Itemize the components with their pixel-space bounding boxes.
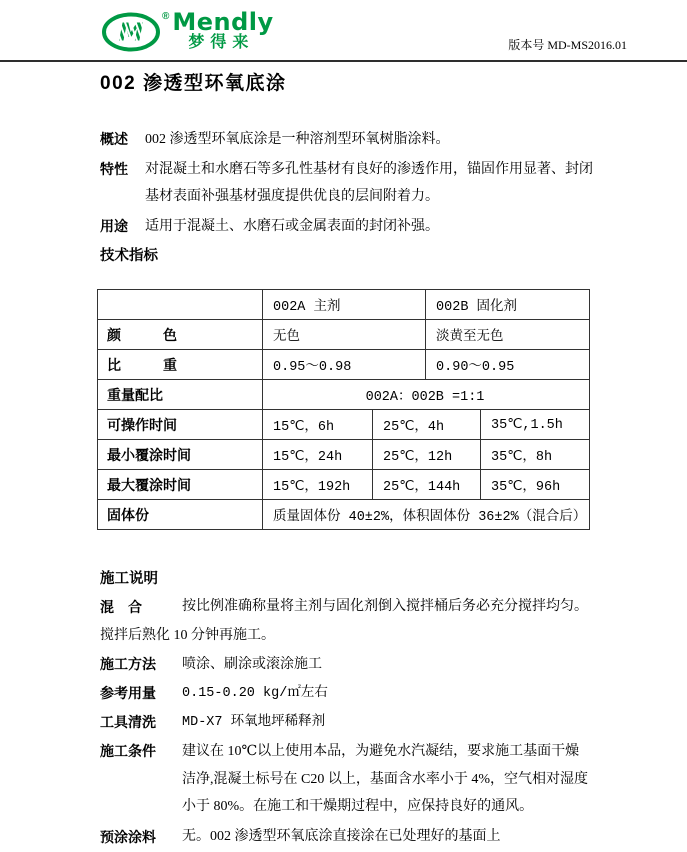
- tool-cleaning-row: [100, 709, 631, 736]
- cell-max-recoat-15c: 15℃，192h: [263, 470, 373, 500]
- conditions-line-2: 洁净,混凝土标号在 C20 以上，基面含水率小于 4%，空气相对湿度: [182, 771, 588, 787]
- features-text-line-1: 对混凝土和水磨石等多孔性基材有良好的渗透作用，锚固作用显著、封闭: [145, 162, 593, 177]
- tech-specs-title: 技术指标: [100, 248, 158, 264]
- conditions-row: [100, 738, 631, 821]
- overview-label: 概述: [100, 131, 128, 147]
- brand-name-cn: 梦得来: [188, 34, 255, 51]
- conditions-text: [182, 738, 631, 821]
- cell-min-recoat-15c: 15℃，24h: [263, 440, 373, 470]
- cell-color-b: 淡黄至无色: [426, 320, 590, 350]
- table-row-specific-gravity: [98, 350, 590, 380]
- cell-solids-label: 固体份: [98, 500, 263, 530]
- usage-text: 适用于混凝土、水磨石或金属表面的封闭补强。: [145, 219, 439, 234]
- cell-gravity-a: 0.95～0.98: [263, 350, 426, 380]
- intro-section: [100, 126, 631, 270]
- dosage-value: 0.15-0.20 kg/㎡左右: [182, 686, 328, 701]
- version-number: 版本号 MD-MS2016.01: [508, 38, 627, 52]
- features-text-line-2: 基材表面补强基材强度提供优良的层间附着力。: [145, 189, 439, 204]
- cell-component-b: 002B 固化剂: [426, 290, 590, 320]
- conditions-line-3: 小于 80%。在施工和干燥期过程中，应保持良好的通风。: [182, 799, 534, 814]
- table-row-min-recoat: [98, 440, 590, 470]
- cell-solids-value: 质量固体份 40±2%，体积固体份 36±2%（混合后）: [263, 500, 590, 530]
- overview-text: 002 渗透型环氧底涂是一种溶剂型环氧树脂涂料。: [145, 132, 450, 147]
- svg-text:M: M: [118, 17, 144, 47]
- features-row: [100, 156, 631, 210]
- page-title: 002 渗透型环氧底涂: [100, 73, 287, 94]
- features-label: 特性: [100, 161, 128, 177]
- cell-ratio-value: 002A：002B =1:1: [263, 380, 590, 410]
- document-body: [0, 70, 687, 851]
- cell-color-label: 颜 色: [98, 320, 263, 350]
- table-row-color: [98, 320, 590, 350]
- brand-wordmark: [172, 8, 274, 51]
- brand-name-en: Mendly: [172, 8, 274, 36]
- tech-specs-table: [97, 289, 590, 530]
- cell-color-a: 无色: [263, 320, 426, 350]
- usage-label: 用途: [100, 218, 128, 234]
- mendly-m-oval-icon: [101, 12, 161, 52]
- cell-pot-life-35c: 35℃,1.5h: [481, 410, 590, 440]
- dosage-label: 参考用量: [100, 685, 156, 701]
- overview-row: [100, 126, 631, 153]
- mixing-text-continued: 搅拌后熟化 10 分钟再施工。: [100, 628, 275, 643]
- precoat-row: [100, 823, 631, 851]
- cell-max-recoat-25c: 25℃，144h: [373, 470, 481, 500]
- cell-pot-life-label: 可操作时间: [98, 410, 263, 440]
- cell-min-recoat-label: 最小覆涂时间: [98, 440, 263, 470]
- table-row-solids: [98, 500, 590, 530]
- cell-max-recoat-35c: 35℃，96h: [481, 470, 590, 500]
- mixing-row: [100, 593, 631, 621]
- table-row-components: [98, 290, 590, 320]
- conditions-label: 施工条件: [100, 743, 156, 759]
- tool-cleaning-label: 工具清洗: [100, 714, 156, 730]
- registered-trademark-icon: ®: [162, 11, 170, 22]
- tool-cleaning-value: MD-X7 环氧地坪稀释剂: [182, 715, 326, 730]
- precoat-label: 预涂涂料: [100, 828, 156, 845]
- cell-gravity-b: 0.90～0.95: [426, 350, 590, 380]
- method-row: [100, 651, 631, 678]
- mendly-logo: [101, 8, 274, 52]
- application-section: [100, 566, 631, 851]
- table-row-pot-life: [98, 410, 590, 440]
- usage-row: [100, 213, 631, 240]
- method-label: 施工方法: [100, 656, 156, 672]
- precoat-value: 无。002 渗透型环氧底涂直接涂在已处理好的基面上: [182, 828, 501, 844]
- mixing-label: 混 合: [100, 599, 142, 615]
- table-row-mix-ratio: [98, 380, 590, 410]
- cell-pot-life-15c: 15℃，6h: [263, 410, 373, 440]
- application-title: 施工说明: [100, 571, 158, 587]
- cell-min-recoat-25c: 25℃，12h: [373, 440, 481, 470]
- dosage-row: [100, 680, 631, 707]
- method-value: 喷涂、刷涂或滚涂施工: [182, 657, 322, 672]
- features-text: [145, 156, 631, 210]
- cell-ratio-label: 重量配比: [98, 380, 263, 410]
- cell-gravity-label: 比 重: [98, 350, 263, 380]
- cell-pot-life-25c: 25℃，4h: [373, 410, 481, 440]
- table-row-max-recoat: [98, 470, 590, 500]
- cell-max-recoat-label: 最大覆涂时间: [98, 470, 263, 500]
- mixing-text: 按比例准确称量将主剂与固化剂倒入搅拌桶后务必充分搅拌均匀。: [182, 599, 588, 614]
- cell-min-recoat-35c: 35℃，8h: [481, 440, 590, 470]
- conditions-line-1: 建议在 10℃以上使用本品，为避免水汽凝结，要求施工基面干燥: [182, 744, 580, 759]
- cell-component-a: 002A 主剂: [263, 290, 426, 320]
- page-header: [0, 0, 687, 62]
- cell-empty: [98, 290, 263, 320]
